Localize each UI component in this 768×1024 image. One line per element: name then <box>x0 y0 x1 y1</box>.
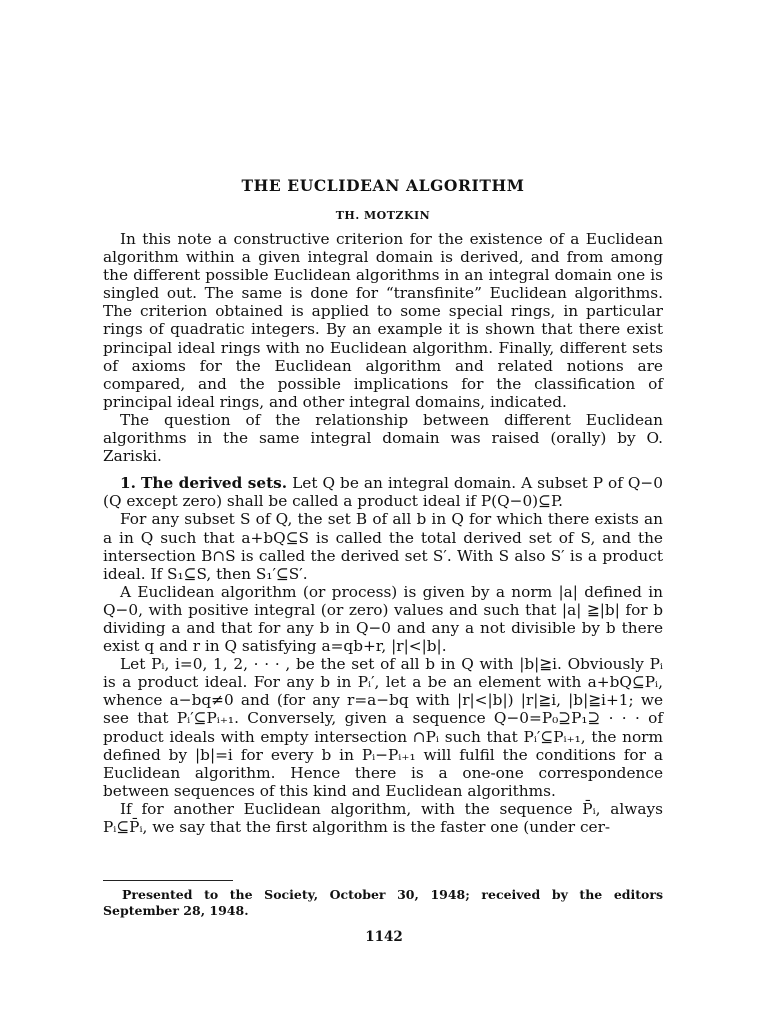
abstract-paragraph: In this note a constructive criterion for the existence of a Euclidean algorithm within a given integral domain is derived, and from among the different possible Euclidean algorithms in an integral domain one is singled out. The same is done for “transfinite” Euclidean algorithms. The criterion obtained is applied to some special rings, in particular rings of quadratic integers. By an example it is shown that there exist principal ideal rings with no Euclidean algorithm. Finally, different sets of axioms for the Euclidean algorithm and related notions are compared, and the possible implications for the classification of principal ideal rings, and other integral domains, indicated. <box>103 230 663 411</box>
body-paragraph: If for another Euclidean algorithm, with the sequence P̄ᵢ, always Pᵢ⊆P̄ᵢ, we say that the first algorithm is the faster one (under cer- <box>103 799 663 836</box>
body-paragraph: For any subset S of Q, the set B of all b in Q for which there exists an a in Q such that a+bQ⊆S is called the total derived set of S, and the intersection B∩S is called the derived set S′. With S also S′ is a product ideal. If S₁⊆S, then S₁′⊆S′. <box>103 510 663 583</box>
page-number: 1142 <box>365 929 403 945</box>
section-paragraph <box>103 474 663 510</box>
section-text: Let Q be an integral domain. A subset P of Q−0 (Q except zero) shall be called a product ideal if P(Q−0)⊆P. <box>103 474 663 511</box>
section-heading: The derived sets. <box>140 474 288 493</box>
article-title: THE EUCLIDEAN ALGORITHM <box>241 176 525 195</box>
section-number: 1. <box>120 474 136 493</box>
body-paragraph: A Euclidean algorithm (or process) is given by a norm |a| defined in Q−0, with positive integral (or zero) values and such that |a| ≧|b| for b dividing a and that for any b in Q−0 and any a not divisible by b there exist q and r in Q satisfying a=qb+r, |r|<|b|. <box>103 582 663 656</box>
footnote: Presented to the Society, October 30, 1948; received by the editors September 28, 1948. <box>103 887 663 918</box>
article-body <box>103 230 663 836</box>
author-name: TH. MOTZKIN <box>335 209 431 222</box>
article <box>103 176 663 836</box>
footnote-divider <box>103 880 233 881</box>
body-paragraph: Let Pᵢ, i=0, 1, 2, · · · , be the set of all b in Q with |b|≧i. Obviously Pᵢ is a product ideal. For any b in Pᵢ′, let a be an element with a+bQ⊆Pᵢ, whence a−bq≠0 and (for any r=a−bq with |r|<|b|) |r|≧i, |b|≧i+1; we see that Pᵢ′⊆Pᵢ₊₁. Conversely, given a sequence Q−0=P₀⊇P₁⊇ · · · of product ideals with empty intersection ∩Pᵢ such that Pᵢ′⊆Pᵢ₊₁, the norm defined by |b|=i for every b in Pᵢ−Pᵢ₊₁ will fulfil the conditions for a Euclidean algorithm. Hence there is a one-one correspondence between sequences of this kind and Euclidean algorithms. <box>103 655 663 800</box>
abstract-paragraph: The question of the relationship between different Euclidean algorithms in the same integral domain was raised (orally) by O. Zariski. <box>103 410 663 466</box>
